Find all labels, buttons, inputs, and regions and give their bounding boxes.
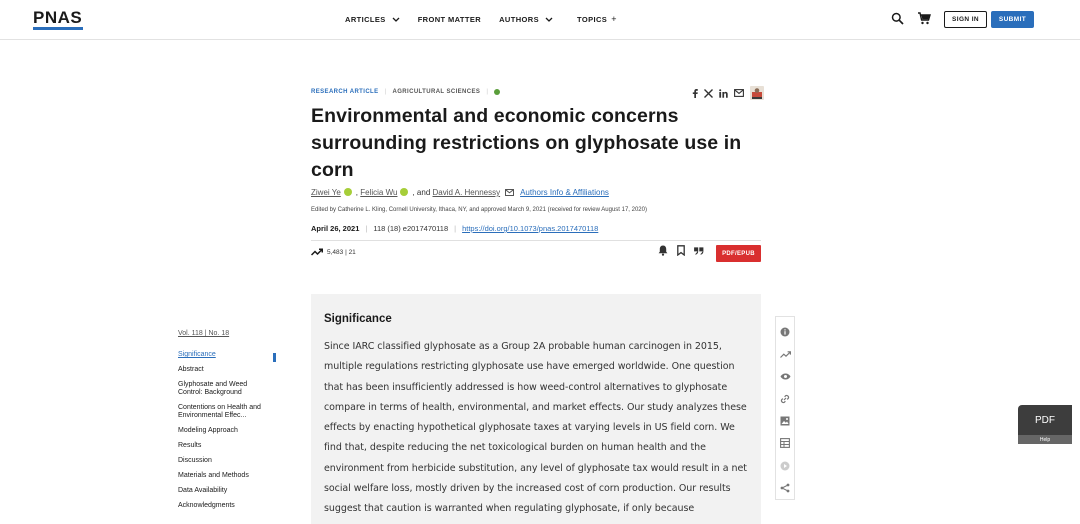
- metrics-icon[interactable]: [780, 343, 791, 365]
- floating-pdf-button[interactable]: PDF: [1018, 405, 1072, 435]
- toc-item-acknowledgments[interactable]: Acknowledgments: [178, 502, 235, 509]
- orcid-icon[interactable]: [344, 188, 352, 196]
- cart-icon[interactable]: [917, 12, 931, 25]
- author-link[interactable]: Ziwei Ye: [311, 188, 341, 197]
- media-icon[interactable]: [780, 455, 790, 477]
- pdf-epub-button[interactable]: PDF/EPUB: [716, 245, 761, 262]
- article-side-toolbar: [775, 316, 795, 500]
- toc-item-background[interactable]: Glyphosate and Weed Control: Background: [178, 381, 248, 396]
- toc-item-data-availability[interactable]: Data Availability: [178, 487, 228, 494]
- toc-item-results[interactable]: Results: [178, 442, 202, 449]
- significance-heading: Significance: [324, 313, 392, 325]
- open-access-icon: [494, 89, 500, 95]
- nav-front-matter[interactable]: FRONT MATTER: [417, 14, 482, 24]
- article-tools: [658, 245, 713, 256]
- nav-authors[interactable]: AUTHORS: [499, 12, 553, 26]
- author-link[interactable]: David A. Hennessy: [432, 188, 501, 197]
- trending-icon: [311, 248, 323, 256]
- share-icon[interactable]: [780, 477, 790, 499]
- email-icon[interactable]: [734, 89, 744, 97]
- nav-topics[interactable]: TOPICS +: [577, 14, 617, 24]
- author-link[interactable]: Felicia Wu: [360, 188, 398, 197]
- toc-item-modeling-approach[interactable]: Modeling Approach: [178, 427, 238, 434]
- chevron-down-icon: [392, 15, 400, 24]
- orcid-icon[interactable]: [400, 188, 408, 196]
- help-tab[interactable]: Help: [1018, 435, 1072, 444]
- reader-avatar-icon[interactable]: [750, 86, 764, 100]
- chevron-down-icon: [545, 15, 553, 24]
- linkedin-icon[interactable]: [719, 89, 728, 98]
- kicker-separator: |: [384, 89, 387, 95]
- email-icon[interactable]: [505, 189, 514, 196]
- toc-item-significance[interactable]: Significance: [178, 351, 216, 358]
- main-nav: [345, 12, 635, 26]
- x-icon[interactable]: [704, 89, 713, 98]
- search-icon[interactable]: [891, 12, 904, 25]
- plus-icon: +: [611, 14, 617, 24]
- link-icon[interactable]: [780, 388, 790, 410]
- toc-item-contentions[interactable]: Contentions on Health and Environmental Effec...: [178, 404, 261, 419]
- header-divider: [311, 240, 761, 241]
- toc-item-materials-methods[interactable]: Materials and Methods: [178, 472, 249, 479]
- kicker-separator: |: [486, 89, 489, 95]
- pnas-logo[interactable]: PNAS: [33, 9, 83, 29]
- site-header: [0, 0, 1080, 40]
- figures-icon[interactable]: [780, 410, 790, 432]
- authors-affiliations-link[interactable]: Authors Info & Affiliations: [520, 188, 609, 197]
- meta-separator: |: [454, 224, 457, 233]
- volume-issue-link[interactable]: Vol. 118 | No. 18: [178, 330, 230, 337]
- article-topic-link[interactable]: AGRICULTURAL SCIENCES: [392, 89, 481, 95]
- author-list: Ziwei Ye , Felicia Wu , and David A. Hennessy Authors Info & Affiliations: [311, 188, 609, 197]
- cite-icon[interactable]: [694, 247, 704, 255]
- publication-meta: [311, 224, 598, 233]
- article-kicker: [311, 89, 500, 95]
- view-icon[interactable]: [780, 366, 791, 388]
- edited-by-note: Edited by Catherine L. Kling, Cornell University, Ithaca, NY, and approved March 9, 2021 (received for review August 17, 2020): [311, 207, 647, 213]
- facebook-icon[interactable]: [692, 89, 698, 98]
- bell-icon[interactable]: [658, 245, 668, 256]
- article-type-link[interactable]: RESEARCH ARTICLE: [311, 89, 379, 95]
- toc-item-discussion[interactable]: Discussion: [178, 457, 212, 464]
- citation: 118 (18) e2017470118: [373, 224, 449, 233]
- table-of-contents: [178, 330, 283, 517]
- publication-date: April 26, 2021: [311, 224, 360, 233]
- share-bar: [692, 86, 770, 100]
- info-icon[interactable]: [780, 321, 790, 343]
- significance-text: Since IARC classified glyphosate as a Group 2A probable human carcinogen in 2015, multiple regulations restricting glyphosate use have emerged worldwide. One question that has been insufficiently addressed is how weed-control alternatives to glyphosate compare in terms of health, environmental, and market effects. Our study analyzes these effects by enacting hypothetical glyphosate taxes at varying levels in US field corn. We find that, despite reducing the net toxicological burden on human health and the environment from herbicide substitution, any level of glyphosate tax would result in a net social welfare loss, mostly driven by the increased cost of corn production. Our results suggest that caution is warranted when regulating glyphosate, if only because: [324, 341, 747, 515]
- doi-link[interactable]: https://doi.org/10.1073/pnas.2017470118: [462, 224, 599, 233]
- sign-in-button[interactable]: SIGN IN: [944, 11, 987, 28]
- toc-item-abstract[interactable]: Abstract: [178, 366, 204, 373]
- article-metrics[interactable]: 5,483 | 21: [311, 248, 356, 256]
- meta-separator: |: [365, 224, 368, 233]
- toc-active-marker: [273, 353, 276, 362]
- nav-articles[interactable]: ARTICLES: [345, 12, 400, 26]
- tables-icon[interactable]: [780, 432, 790, 454]
- bookmark-icon[interactable]: [677, 245, 685, 256]
- submit-button[interactable]: SUBMIT: [991, 11, 1034, 28]
- article-title: Environmental and economic concerns surrounding restrictions on glyphosate use in corn: [311, 105, 742, 181]
- logo-underline: [33, 27, 83, 30]
